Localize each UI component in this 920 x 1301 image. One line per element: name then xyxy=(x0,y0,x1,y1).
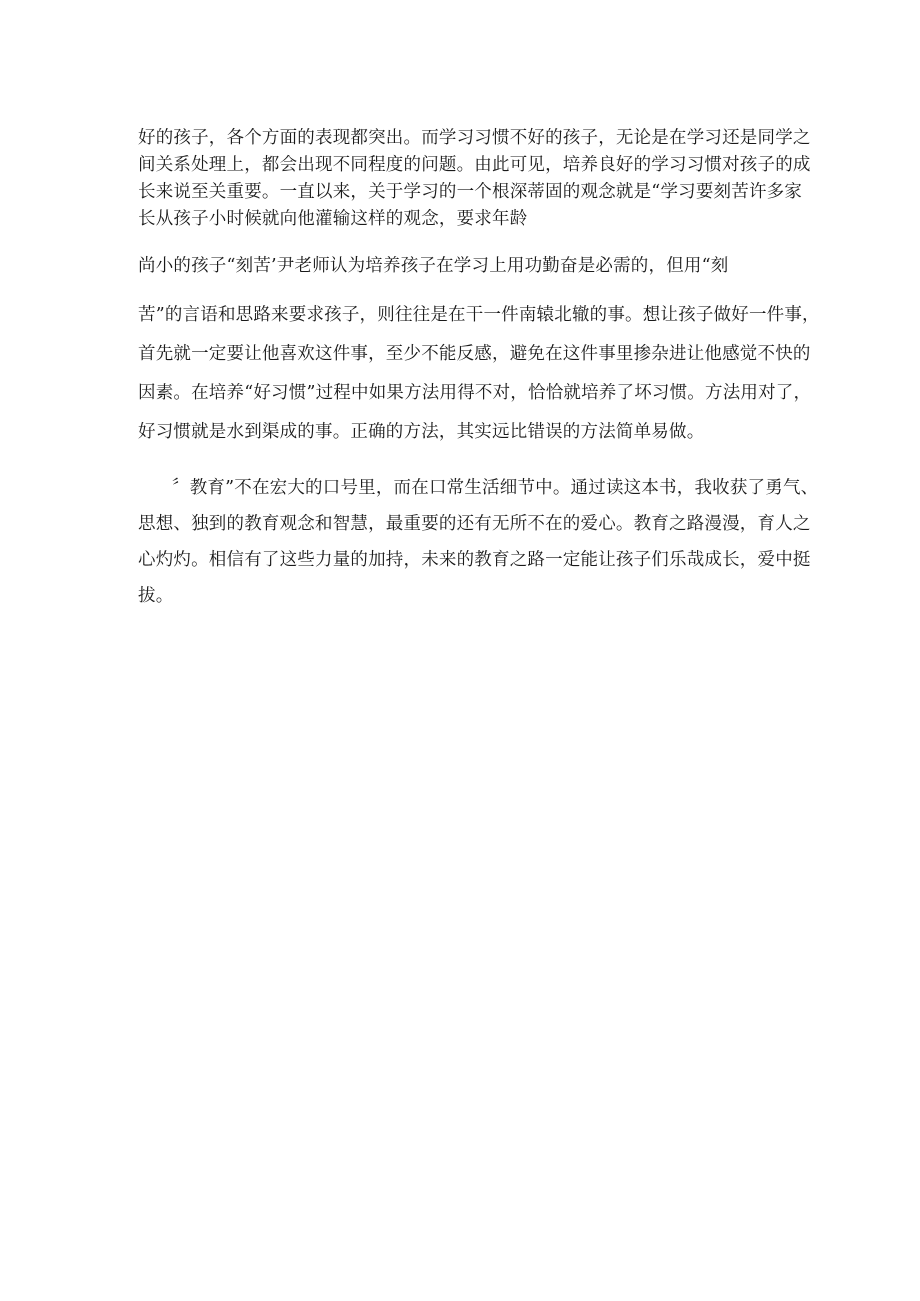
text-line: 尚小的孩子“刻苦’尹老师认为培养孩子在学习上用功勤奋是必需的，但用“刻 xyxy=(138,256,729,276)
text-line: 拔。 xyxy=(138,586,174,606)
text-line: 思想、独到的教育观念和智慧，最重要的还有无所不在的爱心。教育之路漫漫，育人之 xyxy=(138,514,811,534)
text-line: 长从孩子小时候就向他灌输这样的观念，要求年龄 xyxy=(138,209,528,229)
text-line: 长来说至关重要。一直以来，关于学习的一个根深蒂固的观念就是“学习要刻苦许多家 xyxy=(138,182,803,202)
text-line: 好习惯就是水到渠成的事。正确的方法，其实远比错误的方法简单易做。 xyxy=(138,422,705,442)
text-line: 好的孩子，各个方面的表现都突出。而学习习惯不好的孩子，无论是在学习还是同学之 xyxy=(138,128,811,148)
text-line: 心灼灼。相信有了这些力量的加持，未来的教育之路一定能让孩子们乐哉成长，爱中挺 xyxy=(138,550,811,570)
text-line: 苦”的言语和思路来要求孩子，则往往是在干一件南辕北辙的事。想让孩子做好一件事， xyxy=(138,305,820,325)
text-line: 因素。在培养“好习惯”过程中如果方法用得不对，恰恰就培养了坏习惯。方法用对了， xyxy=(138,383,812,403)
text-line: 间关系处理上，都会出现不同程度的问题。由此可见，培养良好的学习习惯对孩子的成 xyxy=(138,155,811,175)
text-line: 〞教育”不在宏大的口号里，而在口常生活细节中。通过读这本书，我收获了勇气、 xyxy=(172,478,819,498)
text-line: 首先就一定要让他喜欢这件事，至少不能反感，避免在这件事里掺杂进让他感觉不快的 xyxy=(138,344,811,364)
